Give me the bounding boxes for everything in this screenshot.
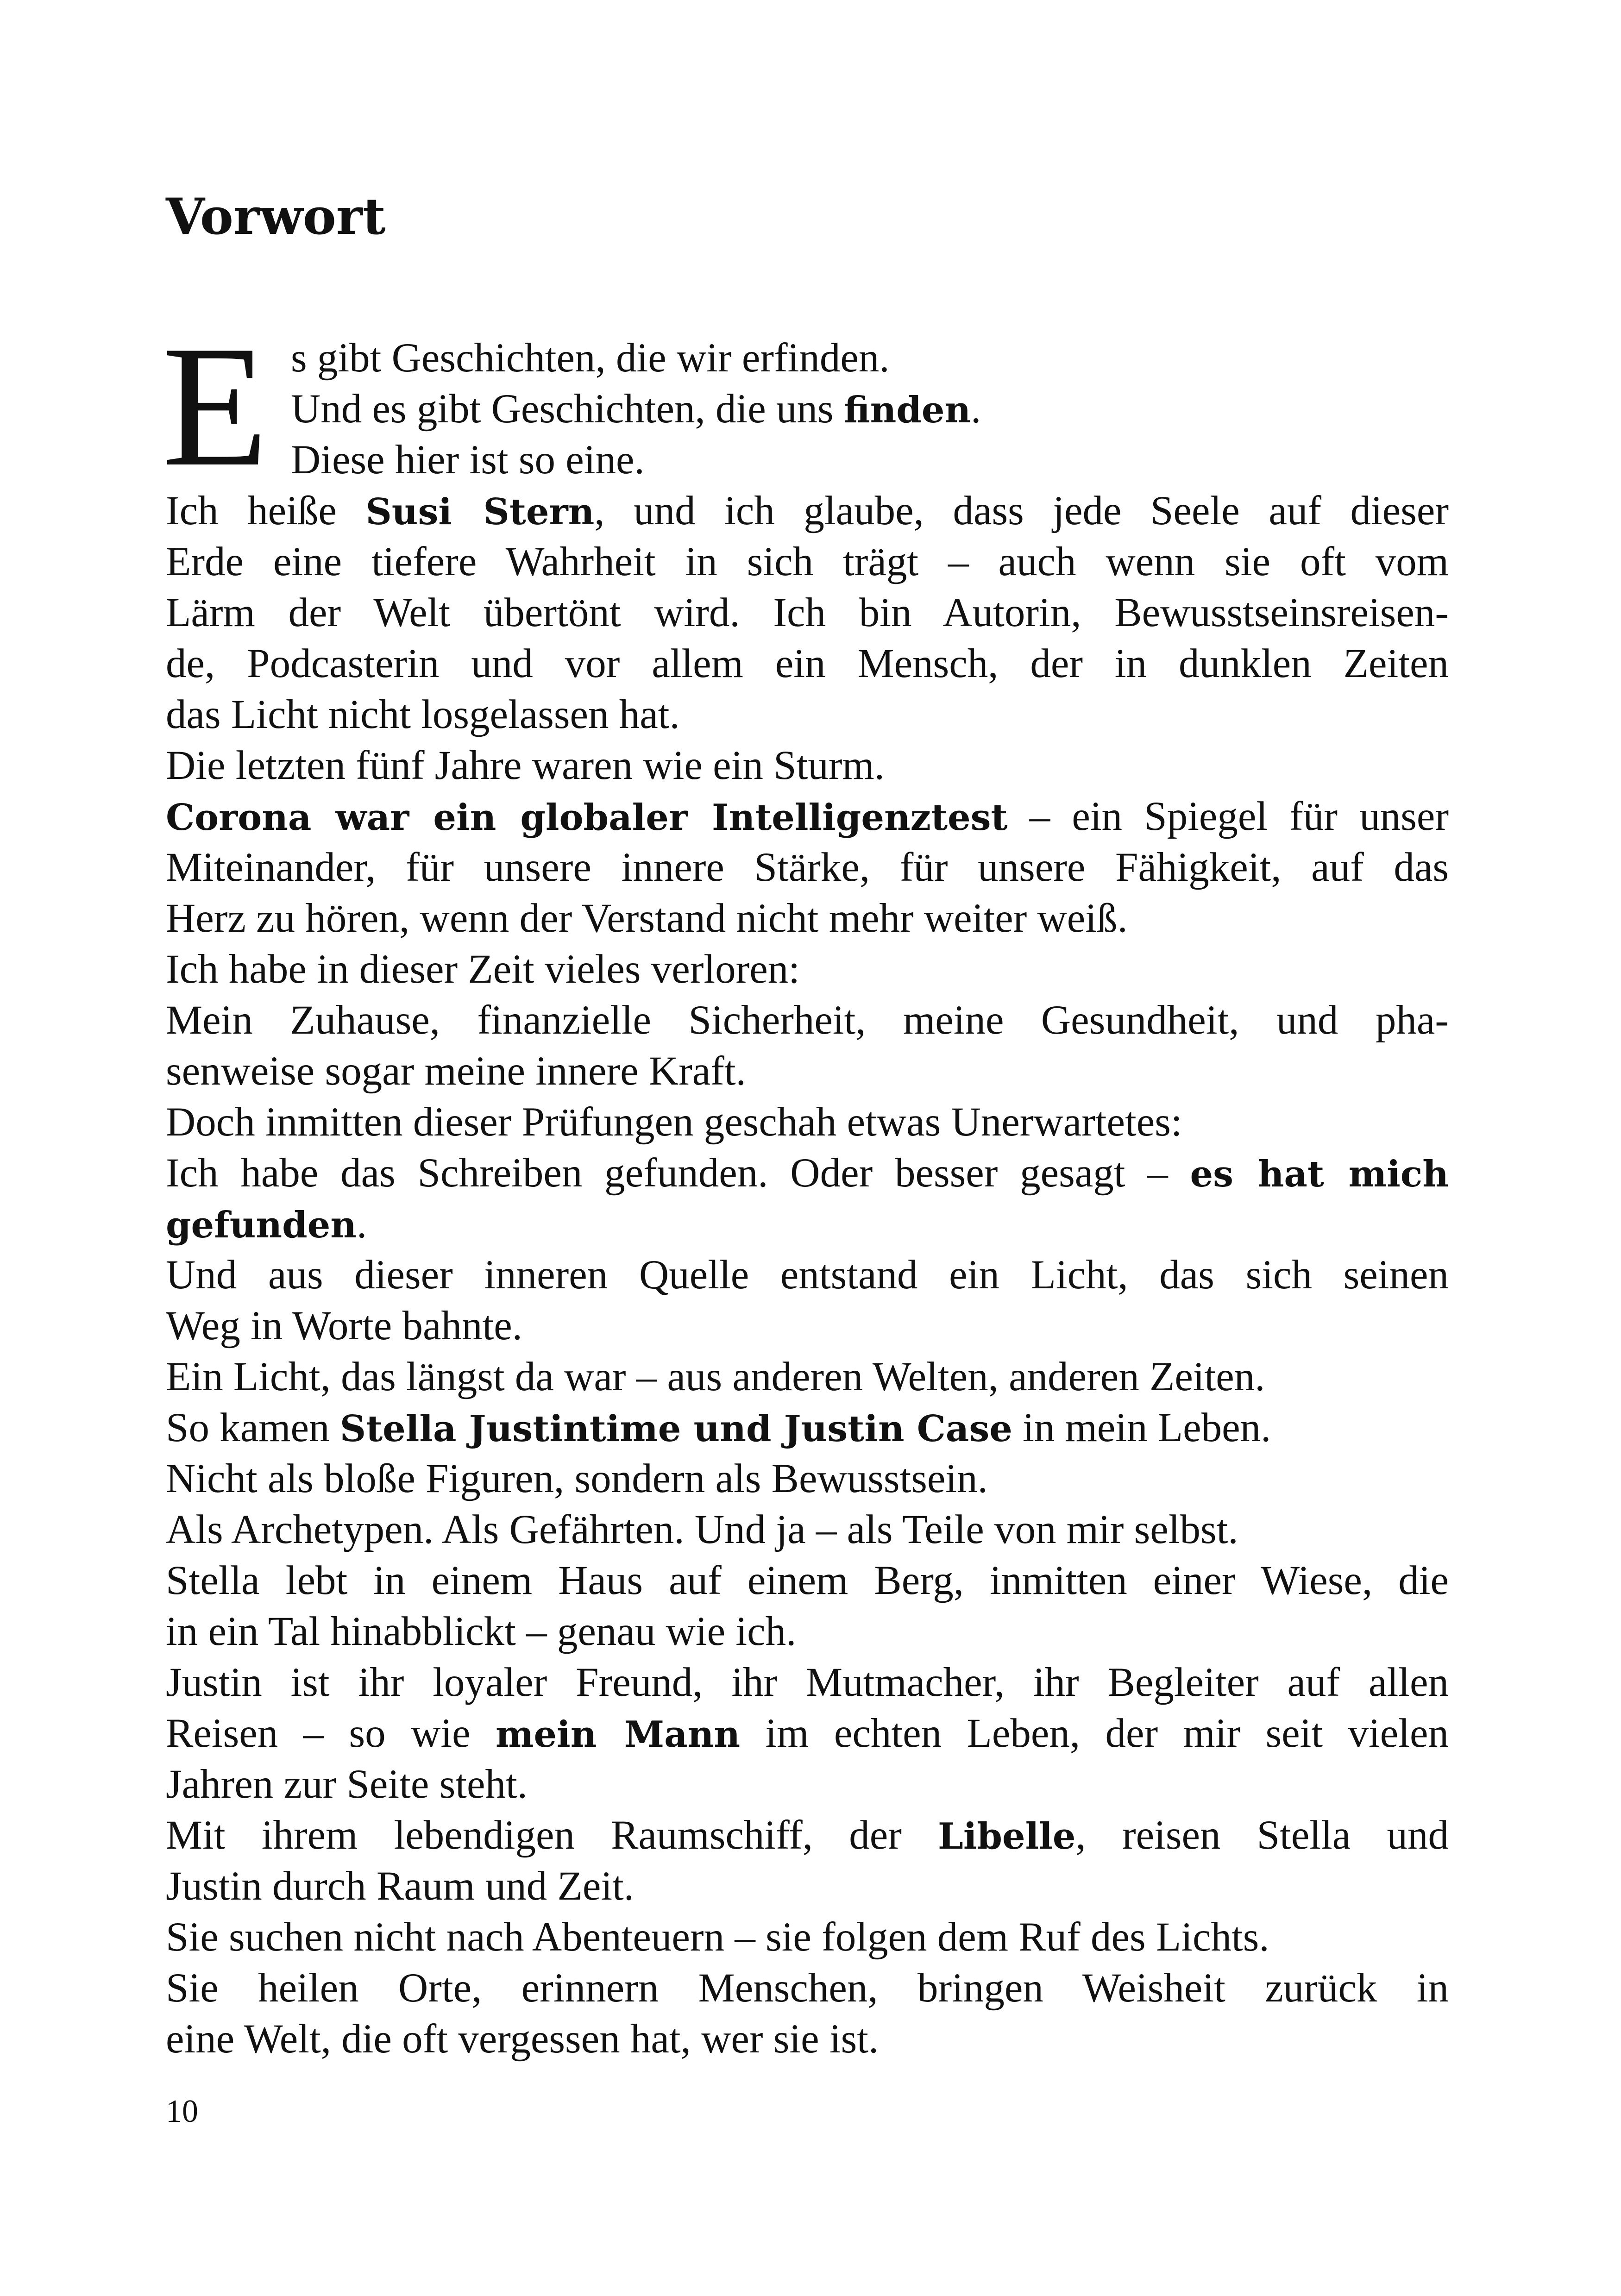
text-line (166, 893, 1128, 944)
line-text: Als Archetypen. Als Gefährten. Und ja – als Teile von mir selbst. (166, 1507, 1238, 1552)
line-text: Und aus dieser inneren Quelle entstand ein Licht, das sich seinen (166, 1252, 1449, 1298)
line-text: Doch inmitten dieser Prüfungen geschah etwas Unerwartetes: (166, 1099, 1182, 1145)
text-line (166, 1861, 634, 1912)
text-line (166, 1046, 746, 1097)
line-text: Diese hier ist so eine. (291, 437, 645, 483)
line-text: Herz zu hören, wenn der Verstand nicht mehr weiter weiß. (166, 896, 1128, 941)
text-line (291, 332, 890, 383)
line-text: Ich habe das Schreiben gefunden. Oder besser gesagt – (166, 1150, 1190, 1196)
line-text: Die letzten fünf Jahre waren wie ein Sturm. (166, 743, 885, 788)
text-line (166, 995, 1449, 1046)
text-line (166, 536, 1449, 587)
bold-text: Stella Justintime und Justin Case (339, 1408, 1012, 1450)
text-line (166, 1963, 1449, 2014)
line-text: Justin durch Raum und Zeit. (166, 1863, 635, 1909)
line-text: Weg in Worte bahnte. (166, 1303, 522, 1349)
line-text: Miteinander, für unsere innere Stärke, für unsere Fähigkeit, auf das (166, 845, 1449, 890)
text-line (166, 1300, 522, 1351)
drop-cap-letter: E (162, 310, 269, 502)
line-text: in ein Tal hinabblickt – genau wie ich. (166, 1609, 797, 1654)
line-text: in mein Leben. (1012, 1405, 1271, 1450)
line-text: . (357, 1201, 367, 1247)
line-text: , reisen Stella und (1075, 1813, 1449, 1858)
text-line (166, 842, 1449, 893)
line-text: Sie heilen Orte, erinnern Menschen, bringen Weisheit zurück in (166, 1965, 1449, 2011)
line-text: senweise sogar meine innere Kraft. (166, 1048, 746, 1094)
line-text: Lärm der Welt übertönt wird. Ich bin Autorin, Bewusstseinsreisen- (166, 590, 1449, 635)
line-text: – ein Spiegel für unser (1007, 794, 1449, 839)
line-text: Justin ist ihr loyaler Freund, ihr Mutmacher, ihr Begleiter auf allen (166, 1660, 1449, 1705)
line-text: , und ich glaube, dass jede Seele auf dieser (594, 488, 1449, 533)
text-line (166, 485, 1449, 536)
text-line (166, 1606, 796, 1657)
text-line (166, 1759, 528, 1810)
line-text: Und es gibt Geschichten, die uns (291, 386, 844, 432)
bold-text: finden (843, 389, 971, 431)
text-line (166, 1657, 1449, 1708)
text-line (166, 1402, 1271, 1453)
text-line (166, 1453, 988, 1504)
text-line (166, 1249, 1449, 1300)
text-line (166, 1148, 1449, 1198)
bold-text: Libelle (938, 1815, 1076, 1857)
page-number: 10 (166, 2094, 198, 2129)
line-text: s gibt Geschichten, die wir erfinden. (291, 335, 890, 381)
text-line (166, 1097, 1182, 1148)
line-text: Ich habe in dieser Zeit vieles verloren: (166, 947, 800, 992)
line-text: Erde eine tiefere Wahrheit in sich trägt – auch wenn sie oft vom (166, 539, 1449, 584)
text-line (166, 1504, 1238, 1555)
text-line (291, 434, 645, 485)
line-text: Reisen – so wie (166, 1711, 496, 1756)
line-text: Nicht als bloße Figuren, sondern als Bewusstsein. (166, 1456, 988, 1501)
text-line (166, 1810, 1449, 1861)
text-line (166, 791, 1449, 842)
text-line (166, 689, 680, 740)
line-text: im echten Leben, der mir seit vielen (740, 1711, 1449, 1756)
line-text: So kamen (166, 1405, 340, 1450)
text-line (166, 638, 1449, 689)
line-text: Mein Zuhause, finanzielle Sicherheit, meine Gesundheit, und pha- (166, 997, 1449, 1043)
text-line (166, 1912, 1269, 1963)
bold-text: es hat mich (1190, 1153, 1449, 1195)
text-line (166, 1198, 367, 1249)
line-text: de, Podcasterin und vor allem ein Mensch, der in dunklen Zeiten (166, 641, 1449, 686)
text-line (166, 587, 1449, 638)
line-text: . (971, 386, 981, 432)
line-text: das Licht nicht losgelassen hat. (166, 692, 680, 737)
text-line (166, 2014, 879, 2064)
text-line (291, 383, 981, 434)
line-text: Ich heiße (166, 488, 366, 533)
text-line (166, 740, 885, 791)
bold-text: mein Mann (495, 1713, 741, 1756)
text-line (166, 944, 800, 995)
text-line (166, 1708, 1449, 1759)
bold-text: Corona war ein globaler Intelligenztest (166, 797, 1008, 839)
bold-text: gefunden (166, 1204, 357, 1246)
text-line (166, 1351, 1265, 1402)
text-line (166, 1555, 1449, 1606)
chapter-heading: Vorwort (166, 188, 386, 246)
line-text: eine Welt, die oft vergessen hat, wer sie ist. (166, 2016, 879, 2062)
line-text: Ein Licht, das längst da war – aus anderen Welten, anderen Zeiten. (166, 1354, 1265, 1399)
line-text: Jahren zur Seite steht. (166, 1762, 528, 1807)
line-text: Sie suchen nicht nach Abenteuern – sie folgen dem Ruf des Lichts. (166, 1914, 1269, 1960)
line-text: Mit ihrem lebendigen Raumschiff, der (166, 1813, 938, 1858)
line-text: Stella lebt in einem Haus auf einem Berg, inmitten einer Wiese, die (166, 1558, 1449, 1603)
bold-text: Susi Stern (365, 491, 595, 533)
